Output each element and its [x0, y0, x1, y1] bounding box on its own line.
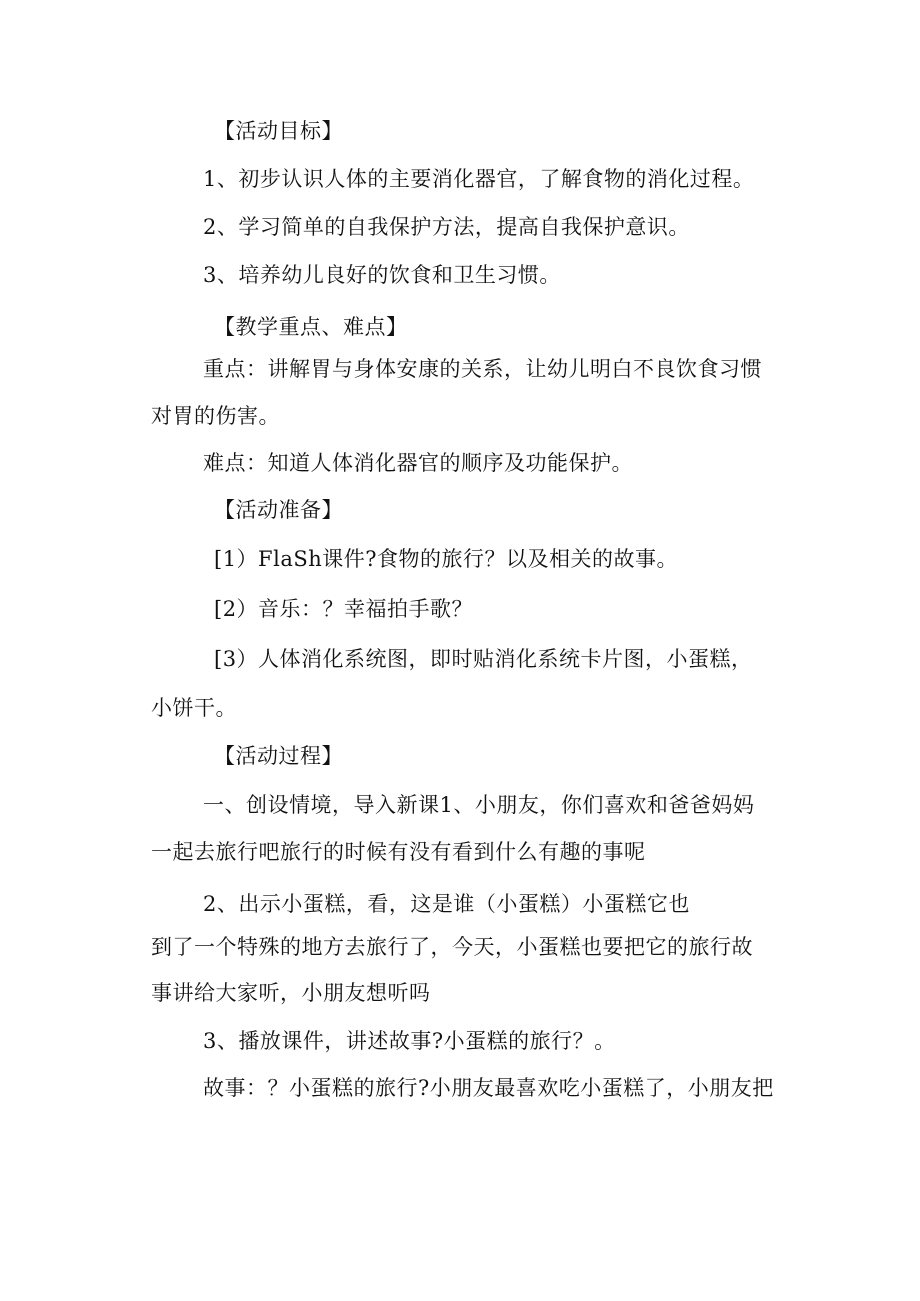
- story-text: 故事：？小蛋糕的旅行?小朋友最喜欢吃小蛋糕了，小朋友把: [203, 1076, 774, 1100]
- prep-item-3-cont: 小饼干。: [151, 696, 237, 720]
- key-point-text-cont: 对胃的伤害。: [151, 404, 280, 428]
- prep-item-2: [2）音乐：？幸福拍手歌？: [214, 597, 474, 621]
- key-point-text: 重点：讲解胃与身体安康的关系，让幼儿明白不良饮食习惯: [203, 357, 762, 381]
- goal-item-3: 3、培养幼儿良好的饮食和卫生习惯。: [203, 263, 561, 287]
- process-step-1: 一、创设情境，导入新课1、小朋友，你们喜欢和爸爸妈妈: [203, 793, 755, 817]
- process-step-2: 2、出示小蛋糕，看，这是谁（小蛋糕）小蛋糕它也: [203, 892, 690, 916]
- process-step-1-cont: 一起去旅行吧旅行的时候有没有看到什么有趣的事呢: [151, 840, 646, 864]
- process-step-3: 3、播放课件，讲述故事?小蛋糕的旅行？。: [203, 1029, 616, 1053]
- goal-item-2: 2、学习简单的自我保护方法，提高自我保护意识。: [203, 215, 690, 239]
- prep-item-1: [1）FlaSh课件?食物的旅行？以及相关的故事。: [214, 547, 679, 571]
- goal-item-1: 1、初步认识人体的主要消化器官，了解食物的消化过程。: [203, 167, 755, 191]
- section-heading-process: 【活动过程】: [214, 744, 343, 768]
- process-step-2-cont: 到了一个特殊的地方去旅行了，今天，小蛋糕也要把它的旅行故: [151, 935, 753, 959]
- difficulty-text: 难点：知道人体消化器官的顺序及功能保护。: [203, 451, 633, 475]
- process-step-2-cont2: 事讲给大家听，小朋友想听吗: [151, 981, 431, 1005]
- section-heading-key-points: 【教学重点、难点】: [214, 315, 408, 339]
- prep-item-3: [3）人体消化系统图，即时贴消化系统卡片图，小蛋糕，: [214, 647, 753, 671]
- section-heading-preparation: 【活动准备】: [214, 498, 343, 522]
- section-heading-goals: 【活动目标】: [214, 119, 343, 143]
